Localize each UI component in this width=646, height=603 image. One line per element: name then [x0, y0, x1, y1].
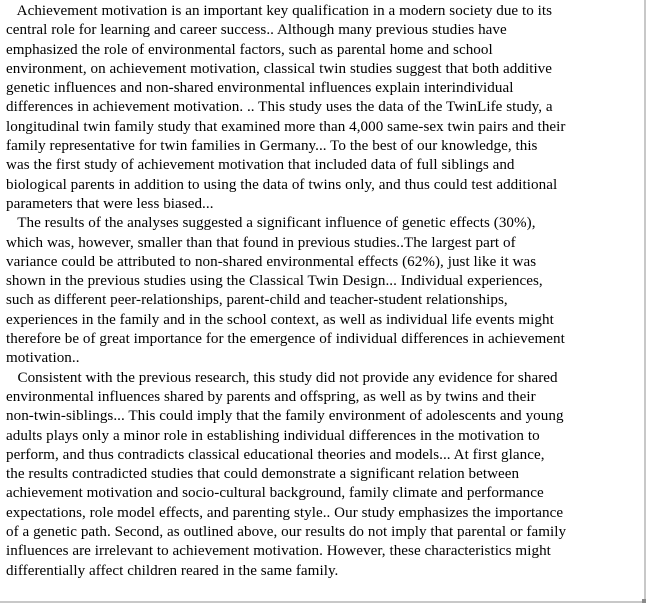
text-line: motivation..: [6, 350, 80, 367]
text-line: environmental influences shared by parents and offspring, as well as by twins and their: [6, 388, 536, 405]
text-line: influences are irrelevant to achievement motivation. However, these characteristics might: [6, 543, 551, 560]
page-corner-marker: [642, 599, 646, 603]
text-line: parameters that were less biased...: [6, 195, 214, 212]
text-line: The results of the analyses suggested a significant influence of genetic effects (30%),: [6, 215, 536, 232]
text-line: Achievement motivation is an important key qualification in a modern society due to its: [6, 3, 553, 19]
text-line: biological parents in addition to using the data of twins only, and thus could test additional: [6, 176, 558, 193]
text-line: emphasized the role of environmental factors, such as parental home and school: [6, 41, 493, 58]
text-line: which was, however, smaller than that found in previous studies..The largest part of: [6, 234, 516, 251]
text-line: such as different peer-relationships, parent-child and teacher-student relationships,: [6, 292, 508, 309]
text-line: the results contradicted studies that could demonstrate a significant relation between: [6, 466, 520, 483]
text-line: genetic influences and non-shared environmental influences explain interindividual: [6, 80, 514, 97]
text-line: shown in the previous studies using the Classical Twin Design... Individual experiences,: [6, 273, 543, 290]
document-body: [6, 2, 646, 581]
text-line: longitudinal twin family study that examined more than 4,000 same-sex twin pairs and their: [6, 118, 566, 135]
text-line: therefore be of great importance for the emergence of individual differences in achievement: [6, 331, 565, 348]
text-line: differentially affect children reared in the same family.: [6, 562, 339, 579]
text-line: was the first study of achievement motivation that included data of full siblings and: [6, 157, 515, 174]
text-line: central role for learning and career success.. Although many previous studies have: [6, 22, 507, 39]
text-line: perform, and thus contradicts classical educational theories and models... At first glance,: [6, 446, 545, 463]
text-line: of a genetic path. Second, as outlined above, our results do not imply that parental or family: [6, 524, 567, 541]
text-line: achievement motivation and socio-cultural background, family climate and performance: [6, 485, 544, 502]
text-line: experiences in the family and in the school context, as well as individual life events might: [6, 311, 554, 328]
text-line: differences in achievement motivation. .. This study uses the data of the TwinLife study, a: [6, 99, 553, 116]
text-line: variance could be attributed to non-shared environmental effects (62%), just like it was: [6, 253, 537, 270]
text-line: adults plays only a minor role in establishing individual differences in the motivation to: [6, 427, 540, 444]
text-line: non-twin-siblings... This could imply that the family environment of adolescents and young: [6, 408, 564, 425]
text-line: expectations, role model effects, and parenting style.. Our study emphasizes the importance: [6, 504, 564, 521]
text-line: family representative for twin families in Germany... To the best of our knowledge, this: [6, 138, 538, 155]
text-line: Consistent with the previous research, this study did not provide any evidence for shared: [6, 369, 558, 386]
text-line: environment, on achievement motivation, classical twin studies suggest that both additive: [6, 60, 553, 77]
